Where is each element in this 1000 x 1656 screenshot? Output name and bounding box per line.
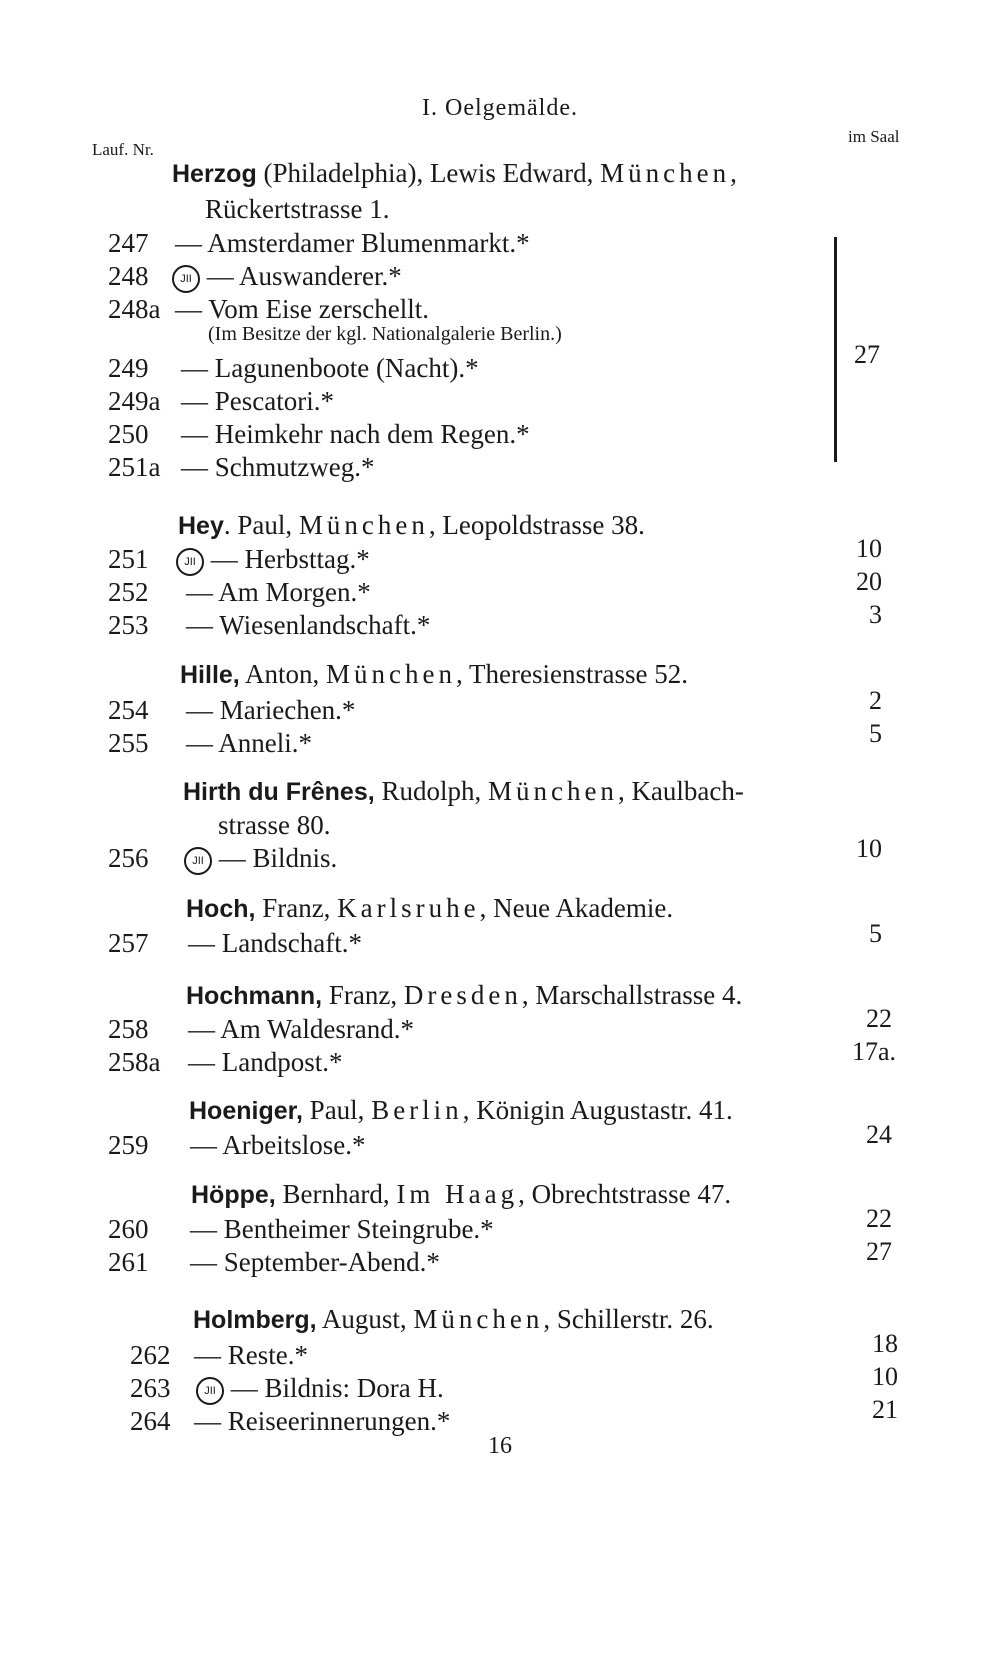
artist-city: Dresden [403,980,522,1010]
artist-name: Hoeniger, [189,1097,303,1125]
circled-mark-icon: JII [172,265,200,293]
work-title: — Am Morgen.* [186,577,371,607]
artist-details: Franz, [322,980,404,1010]
artist-name: Herzog [172,160,257,188]
artist-city: München [298,510,429,540]
work-title: — Bildnis. [218,843,338,873]
column-label-number: Lauf. Nr. [92,140,154,159]
artist-heading-hirth [183,778,744,805]
artist-heading-herzog [172,160,737,187]
room-number: 2 [869,686,882,715]
artist-name: Hochmann, [186,982,323,1010]
work-title: — Bildnis: Dora H. [230,1373,444,1403]
artist-details: (Philadelphia), Lewis Edward, [256,158,601,188]
artist-heading-hille [180,661,688,688]
room-number: 21 [872,1395,898,1424]
artist-address: strasse 80. [218,810,331,840]
artist-heading-hey [178,512,645,539]
room-number: 18 [872,1329,898,1358]
artist-city: München [600,158,731,188]
artist-name: Hoch, [186,895,256,923]
work-number: 253 [108,610,149,640]
work-title: — Heimkehr nach dem Regen.* [181,419,530,449]
work-title: — Lagunenboote (Nacht).* [181,353,479,383]
work-number: 251 [108,544,149,574]
room-number: 10 [872,1362,898,1391]
room-number: 22 [866,1004,892,1033]
artist-details: Bernhard, [275,1179,397,1209]
work-title: — Pescatori.* [181,386,334,416]
ownership-note: (Im Besitze der kgl. Nationalgalerie Berlin.) [208,323,562,345]
artist-details: August, [316,1304,414,1334]
work-number: 258 [108,1014,149,1044]
artist-city: Karlsruhe [337,893,480,923]
artist-city: Im Haag [396,1179,519,1209]
section-header: I. Oelgemälde. [422,95,578,121]
work-entry [172,263,402,293]
room-number: 5 [869,719,882,748]
artist-details: Anton, [239,659,327,689]
artist-details: Franz, [255,893,338,923]
work-title: — Reste.* [194,1340,308,1370]
artist-details: , Neue Akademie. [479,893,674,923]
artist-city: Berlin [371,1095,463,1125]
work-number: 248 [108,261,149,291]
circled-mark-icon: JII [176,548,204,576]
artist-details: , Leopoldstrasse 38. [428,510,645,540]
room-number: 27 [854,340,880,369]
work-title: — Landpost.* [188,1047,343,1077]
work-number: 260 [108,1214,149,1244]
work-entry [184,845,337,875]
room-number: 5 [869,919,882,948]
artist-heading-holmberg [193,1306,714,1333]
room-number: 3 [869,600,882,629]
column-label-room: im Saal [848,127,900,146]
room-number: 10 [856,834,882,863]
room-number: 10 [856,534,882,563]
work-title: — Reiseerinnerungen.* [194,1406,451,1436]
work-number: 257 [108,928,149,958]
artist-details: , Obrechtstrasse 47. [518,1179,732,1209]
artist-details: , Theresienstrasse 52. [456,659,688,689]
artist-details: , Königin Augustastr. 41. [462,1095,733,1125]
work-number: 259 [108,1130,149,1160]
artist-details: , Marschallstrasse 4. [521,980,743,1010]
work-title: — Vom Eise zerschellt. [175,294,429,324]
work-title: — Herbsttag.* [210,544,370,574]
room-number: 20 [856,567,882,596]
artist-address: Rückertstrasse 1. [205,194,390,224]
work-number: 261 [108,1247,149,1277]
artist-details: Paul, [302,1095,372,1125]
work-title: — Auswanderer.* [206,261,402,291]
artist-name: Hille, [180,661,240,689]
work-number: 252 [108,577,149,607]
work-entry [176,546,370,576]
artist-details: Rudolph, [374,776,488,806]
work-title: — Landschaft.* [188,928,362,958]
room-number: 17a. [851,1037,896,1066]
work-title: — Am Waldesrand.* [188,1014,415,1044]
artist-name: Hirth du Frênes, [183,778,375,806]
work-entry [196,1375,444,1405]
artist-details: , Schillerstr. 26. [543,1304,714,1334]
artist-heading-hoeniger [189,1097,733,1124]
work-title: — September-Abend.* [190,1247,440,1277]
work-title: — Schmutzweg.* [181,452,375,482]
work-number: 256 [108,843,149,873]
artist-name: Hey [178,512,224,540]
work-number: 255 [108,728,149,758]
work-number: 263 [130,1373,171,1403]
work-number: 264 [130,1406,171,1436]
work-title: — Amsterdamer Blumenmarkt.* [175,228,530,258]
artist-details: , [730,158,737,188]
artist-city: München [413,1304,544,1334]
room-number: 22 [866,1204,892,1233]
work-number: 258a [108,1047,161,1077]
work-number: 248a [108,294,161,324]
work-number: 254 [108,695,149,725]
artist-details: , Kaulbach- [617,776,744,806]
work-title: — Wiesenlandschaft.* [186,610,431,640]
work-number: 247 [108,228,149,258]
work-title: — Arbeitslose.* [190,1130,366,1160]
work-title: — Mariechen.* [186,695,356,725]
page-number: 16 [488,1433,512,1459]
artist-details: . Paul, [223,510,299,540]
circled-mark-icon: JII [196,1377,224,1405]
work-title: — Anneli.* [186,728,312,758]
work-title: — Bentheimer Steingrube.* [190,1214,494,1244]
artist-name: Höppe, [191,1181,276,1209]
work-number: 251a [108,452,161,482]
artist-heading-hoeppe [191,1181,731,1208]
room-number: 27 [866,1237,892,1266]
artist-city: München [326,659,456,689]
artist-name: Holmberg, [193,1306,317,1334]
artist-city: München [487,776,618,806]
work-number: 262 [130,1340,171,1370]
artist-heading-hochmann [186,982,742,1009]
work-number: 249a [108,386,161,416]
artist-heading-hoch [186,895,673,922]
circled-mark-icon: JII [184,847,212,875]
room-number: 24 [866,1120,892,1149]
work-number: 249 [108,353,149,383]
work-number: 250 [108,419,149,449]
